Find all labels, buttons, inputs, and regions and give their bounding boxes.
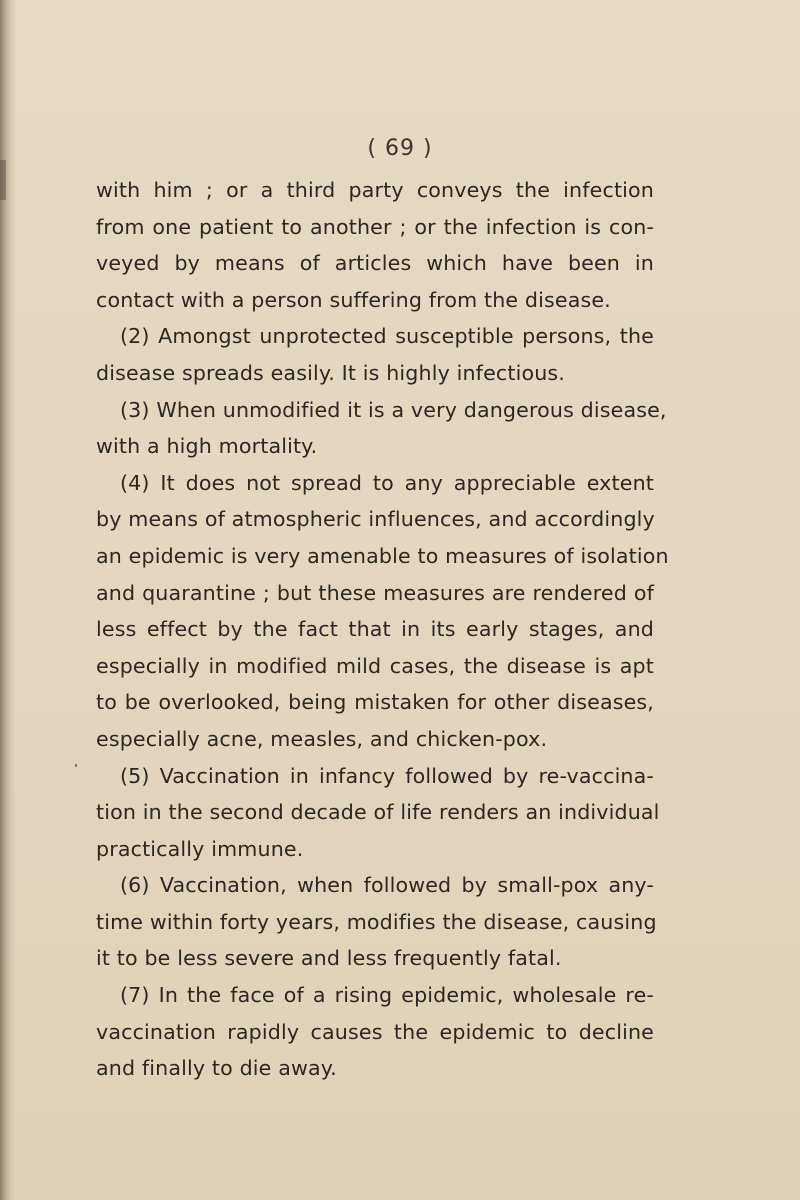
text-line: (6) Vaccination, when followed by small-pox any- (120, 873, 654, 898)
text-line: (4) It does not spread to any appreciable extent (120, 470, 654, 495)
margin-mark (75, 764, 77, 767)
page-number: ( 69 ) (367, 136, 433, 161)
text-line: vaccination rapidly causes the epidemic to decline (96, 1019, 654, 1044)
binding-mark (0, 160, 6, 200)
text-line: (5) Vaccination in infancy followed by re-vaccina- (120, 763, 654, 788)
body-text (96, 172, 669, 1087)
text-line: (2) Amongst unprotected susceptible persons, the (120, 324, 654, 349)
text-line: and finally to die away. (96, 1056, 337, 1081)
text-line: from one patient to another ; or the infection is con- (96, 214, 654, 239)
text-line: disease spreads easily. It is highly infectious. (96, 360, 565, 385)
text-line: by means of atmospheric influences, and accordingly (96, 507, 655, 532)
text-line: with a high mortality. (96, 434, 318, 459)
text-line: an epidemic is very amenable to measures of isolation (96, 543, 669, 568)
text-line: time within forty years, modifies the disease, causing (96, 909, 657, 934)
text-line: especially acne, measles, and chicken-pox. (96, 726, 548, 751)
text-line: to be overlooked, being mistaken for other diseases, (96, 690, 654, 715)
text-line: and quarantine ; but these measures are rendered of (96, 580, 654, 605)
text-line: veyed by means of articles which have been in (96, 251, 654, 276)
text-line: with him ; or a third party conveys the infection (96, 178, 654, 202)
text-line: practically immune. (96, 836, 304, 861)
text-line: contact with a person suffering from the disease. (96, 287, 611, 312)
text-line: especially in modified mild cases, the disease is apt (96, 653, 654, 678)
text-line: it to be less severe and less frequently fatal. (96, 946, 562, 971)
text-line: less effect by the fact that in its early stages, and (96, 617, 654, 642)
text-line: tion in the second decade of life renders an individual (96, 800, 660, 825)
text-line: (7) In the face of a rising epidemic, wholesale re- (120, 983, 654, 1008)
text-line: (3) When unmodified it is a very dangerous disease, (120, 397, 667, 422)
